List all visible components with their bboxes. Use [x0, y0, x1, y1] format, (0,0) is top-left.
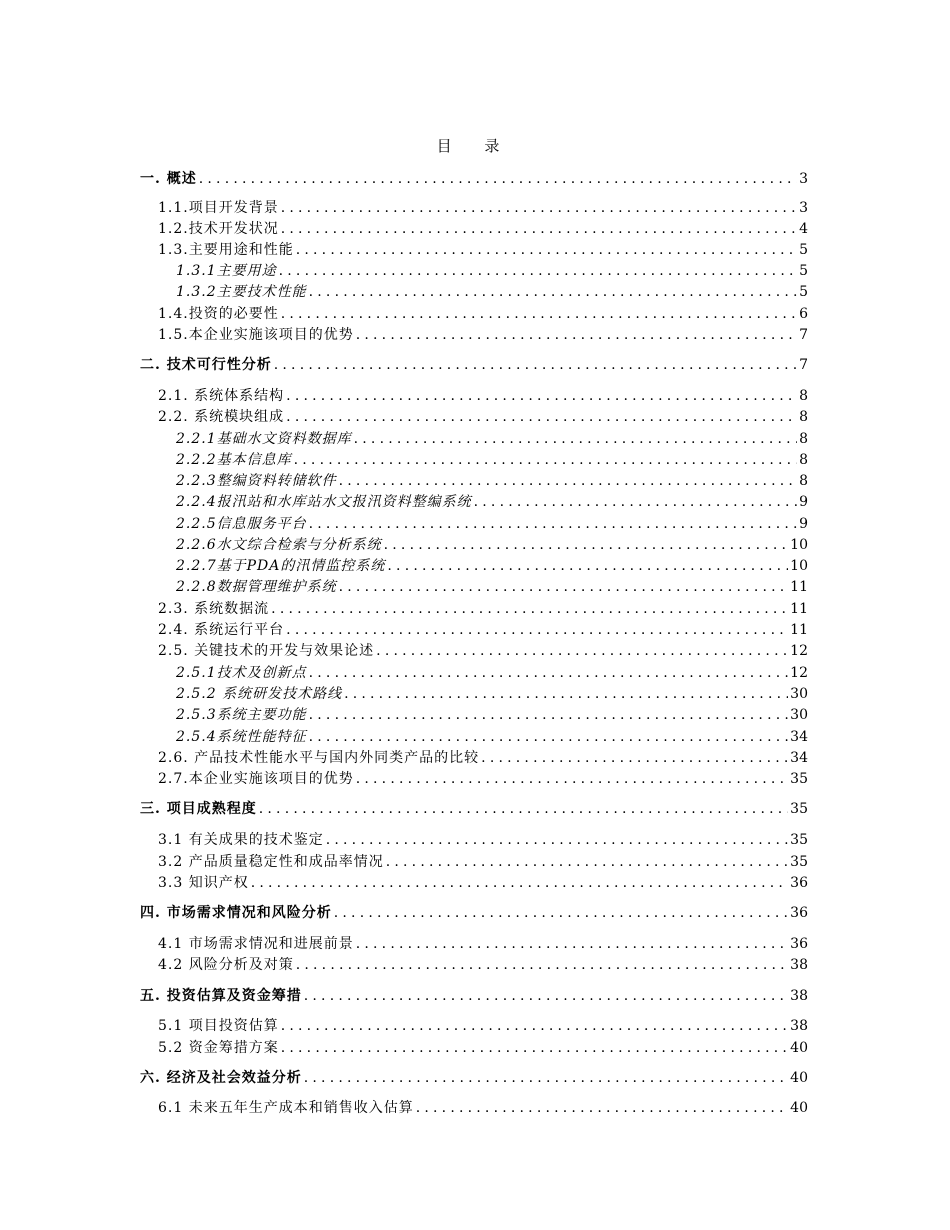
- toc-entry-page-number: 35: [790, 854, 808, 870]
- toc-entry-label: 2.2.3整编资料转储软件: [176, 473, 337, 489]
- toc-entry[interactable]: [158, 874, 808, 892]
- toc-entry-page-number: 11: [790, 622, 808, 638]
- toc-entry-page-number: 3: [799, 200, 808, 216]
- toc-entry[interactable]: [140, 987, 808, 1005]
- toc-entry-page-number: 30: [790, 686, 808, 702]
- toc-entry-page-number: 36: [790, 936, 808, 952]
- toc-entry-page-number: 9: [799, 516, 808, 532]
- toc-entry-page-number: 8: [799, 388, 808, 404]
- toc-entry-label: 2.2.4报汛站和水库站水文报汛资料整编系统: [176, 494, 472, 510]
- toc-entry[interactable]: [158, 387, 808, 405]
- dot-leader: [356, 326, 797, 344]
- dot-leader: [387, 557, 788, 575]
- toc-entry-label: 2.1. 系统体系结构: [158, 388, 285, 404]
- toc-entry-label: 2.5.1技术及创新点: [176, 665, 307, 681]
- dot-leader: [386, 853, 788, 871]
- toc-entry[interactable]: [158, 935, 808, 953]
- dot-leader: [281, 220, 797, 238]
- dot-leader: [309, 706, 789, 724]
- toc-entry-page-number: 6: [799, 306, 808, 322]
- toc-entry[interactable]: [158, 956, 808, 974]
- toc-entry[interactable]: [158, 1099, 808, 1117]
- toc-entry-page-number: 40: [790, 1100, 808, 1116]
- toc-entry[interactable]: [176, 430, 808, 448]
- toc-entry[interactable]: [158, 241, 808, 259]
- toc-entry-label: 2.2.7基于PDA的汛情监控系统: [176, 558, 386, 574]
- toc-entry-page-number: 34: [790, 729, 808, 745]
- dot-leader: [474, 493, 797, 511]
- toc-entry-label: 四. 市场需求情况和风险分析: [140, 905, 332, 921]
- toc-entry-label: 1.1.项目开发背景: [158, 200, 279, 216]
- toc-entry-page-number: 40: [790, 1040, 808, 1056]
- toc-entry[interactable]: [176, 493, 808, 511]
- toc-entry[interactable]: [176, 472, 808, 490]
- toc-entry[interactable]: [140, 800, 808, 818]
- toc-entry-page-number: 35: [790, 801, 808, 817]
- toc-entry-page-number: 11: [790, 601, 808, 617]
- toc-entry-label: 6.1 未来五年生产成本和销售收入估算: [158, 1100, 414, 1116]
- toc-entry-label: 1.5.本企业实施该项目的优势: [158, 327, 354, 343]
- toc-entry[interactable]: [158, 831, 808, 849]
- toc-entry[interactable]: [158, 1039, 808, 1057]
- toc-entry[interactable]: [158, 600, 808, 618]
- toc-entry-page-number: 36: [790, 905, 808, 921]
- dot-leader: [296, 956, 788, 974]
- toc-entry-label: 3.3 知识产权: [158, 875, 249, 891]
- dot-leader: [356, 935, 788, 953]
- dot-leader: [274, 356, 797, 374]
- toc-entry[interactable]: [140, 170, 808, 188]
- dot-leader: [296, 241, 797, 259]
- toc-entry-label: 4.2 风险分析及对策: [158, 957, 294, 973]
- toc-entry-label: 2.2.8数据管理维护系统: [176, 579, 337, 595]
- toc-entry[interactable]: [176, 728, 808, 746]
- dot-leader: [279, 262, 797, 280]
- dot-leader: [309, 728, 789, 746]
- toc-entry-label: 2.2.5信息服务平台: [176, 516, 307, 532]
- toc-entry-label: 六. 经济及社会效益分析: [140, 1070, 302, 1086]
- dot-leader: [286, 387, 797, 405]
- dot-leader: [384, 536, 789, 554]
- dot-leader: [304, 987, 788, 1005]
- toc-entry[interactable]: [176, 664, 808, 682]
- toc-entry[interactable]: [158, 749, 808, 767]
- dot-leader: [416, 1099, 788, 1117]
- toc-entry[interactable]: [176, 706, 808, 724]
- toc-entry-page-number: 5: [799, 263, 808, 279]
- toc-entry-page-number: 7: [799, 327, 808, 343]
- toc-entry-page-number: 7: [799, 357, 808, 373]
- toc-entry-page-number: 30: [790, 707, 808, 723]
- toc-entry-page-number: 38: [790, 1018, 808, 1034]
- toc-entry[interactable]: [176, 685, 808, 703]
- toc-entry-page-number: 3: [799, 171, 808, 187]
- toc-entry[interactable]: [158, 408, 808, 426]
- toc-entry-label: 一. 概述: [140, 171, 197, 187]
- toc-entry-label: 2.2.1基础水文资料数据库: [176, 431, 352, 447]
- dot-leader: [281, 1017, 788, 1035]
- toc-entry-page-number: 10: [790, 537, 808, 553]
- dot-leader: [309, 515, 797, 533]
- toc-entry-page-number: 34: [790, 750, 808, 766]
- toc-entry-label: 1.3.1主要用途: [176, 263, 277, 279]
- toc-entry-page-number: 8: [799, 431, 808, 447]
- dot-leader: [344, 685, 788, 703]
- dot-leader: [199, 170, 797, 188]
- dot-leader: [259, 800, 788, 818]
- dot-leader: [309, 664, 789, 682]
- toc-entry-label: 二. 技术可行性分析: [140, 357, 272, 373]
- toc-entry-page-number: 35: [790, 771, 808, 787]
- toc-entry[interactable]: [158, 621, 808, 639]
- toc-entry-label: 2.5.4系统性能特征: [176, 729, 307, 745]
- toc-entry[interactable]: [176, 262, 808, 280]
- dot-leader: [286, 621, 788, 639]
- toc-entry-label: 5.2 资金筹措方案: [158, 1040, 279, 1056]
- toc-entry[interactable]: [158, 770, 808, 788]
- toc-entry-label: 3.1 有关成果的技术鉴定: [158, 832, 324, 848]
- toc-entry-page-number: 36: [790, 875, 808, 891]
- toc-entry[interactable]: [176, 536, 808, 554]
- dot-leader: [481, 749, 788, 767]
- dot-leader: [326, 831, 788, 849]
- toc-entry[interactable]: [140, 904, 808, 922]
- toc-entry[interactable]: [158, 853, 808, 871]
- toc-entry[interactable]: [176, 557, 808, 575]
- toc-entry-label: 2.2.6水文综合检索与分析系统: [176, 537, 382, 553]
- toc-entry[interactable]: [158, 220, 808, 238]
- toc-entry[interactable]: [158, 305, 808, 323]
- toc-entry[interactable]: [158, 326, 808, 344]
- toc-entry-label: 1.2.技术开发状况: [158, 221, 279, 237]
- dot-leader: [281, 1039, 788, 1057]
- toc-entry-label: 五. 投资估算及资金筹措: [140, 988, 302, 1004]
- toc-entry-page-number: 38: [790, 988, 808, 1004]
- toc-entry[interactable]: [176, 451, 808, 469]
- dot-leader: [309, 283, 797, 301]
- toc-entry-page-number: 5: [799, 284, 808, 300]
- toc-entry-page-number: 40: [790, 1070, 808, 1086]
- toc-entry[interactable]: [140, 1069, 808, 1087]
- toc-entry-page-number: 11: [790, 579, 808, 595]
- dot-leader: [281, 305, 797, 323]
- dot-leader: [251, 874, 788, 892]
- toc-entry[interactable]: [158, 199, 808, 217]
- toc-entry[interactable]: [140, 356, 808, 374]
- toc-entry-label: 5.1 项目投资估算: [158, 1018, 279, 1034]
- dot-leader: [376, 642, 788, 660]
- toc-entry-label: 2.5.3系统主要功能: [176, 707, 307, 723]
- dot-leader: [304, 1069, 788, 1087]
- dot-leader: [339, 578, 789, 596]
- toc-entry-label: 2.3. 系统数据流: [158, 601, 270, 617]
- toc-title: 目 录: [436, 137, 514, 155]
- toc-entry-page-number: 10: [790, 558, 808, 574]
- toc-entry-page-number: 9: [799, 494, 808, 510]
- toc-entry-page-number: 12: [790, 643, 808, 659]
- toc-entry-label: 2.2. 系统模块组成: [158, 409, 285, 425]
- toc-entry-page-number: 12: [790, 665, 808, 681]
- toc-entry-label: 3.2 产品质量稳定性和成品率情况: [158, 854, 384, 870]
- dot-leader: [356, 770, 788, 788]
- dot-leader: [281, 199, 797, 217]
- dot-leader: [271, 600, 788, 618]
- dot-leader: [339, 472, 797, 490]
- toc-entry-label: 2.7.本企业实施该项目的优势: [158, 771, 354, 787]
- toc-entry-label: 1.3.主要用途和性能: [158, 242, 294, 258]
- toc-entry-page-number: 5: [799, 242, 808, 258]
- toc-entry-page-number: 4: [799, 221, 808, 237]
- toc-entry-label: 1.4.投资的必要性: [158, 306, 279, 322]
- toc-entry[interactable]: [176, 578, 808, 596]
- toc-entry-page-number: 8: [799, 452, 808, 468]
- toc-entry-label: 2.5. 关键技术的开发与效果论述: [158, 643, 375, 659]
- dot-leader: [334, 904, 788, 922]
- toc-entry-page-number: 8: [799, 409, 808, 425]
- dot-leader: [286, 408, 797, 426]
- toc-entry-page-number: 35: [790, 832, 808, 848]
- toc-entry[interactable]: [158, 642, 808, 660]
- toc-entry-page-number: 38: [790, 957, 808, 973]
- toc-entry[interactable]: [176, 283, 808, 301]
- toc-entry-label: 2.5.2 系统研发技术路线: [176, 686, 343, 702]
- toc-entry-label: 1.3.2主要技术性能: [176, 284, 307, 300]
- toc-entry[interactable]: [158, 1017, 808, 1035]
- toc-entry-label: 三. 项目成熟程度: [140, 801, 257, 817]
- toc-entry-label: 2.4. 系统运行平台: [158, 622, 285, 638]
- toc-entry-label: 2.6. 产品技术性能水平与国内外同类产品的比较: [158, 750, 480, 766]
- toc-entry-page-number: 8: [799, 473, 808, 489]
- dot-leader: [354, 430, 797, 448]
- toc-entry-label: 2.2.2基本信息库: [176, 452, 292, 468]
- toc-entry-label: 4.1 市场需求情况和进展前景: [158, 936, 354, 952]
- dot-leader: [294, 451, 797, 469]
- toc-entry[interactable]: [176, 515, 808, 533]
